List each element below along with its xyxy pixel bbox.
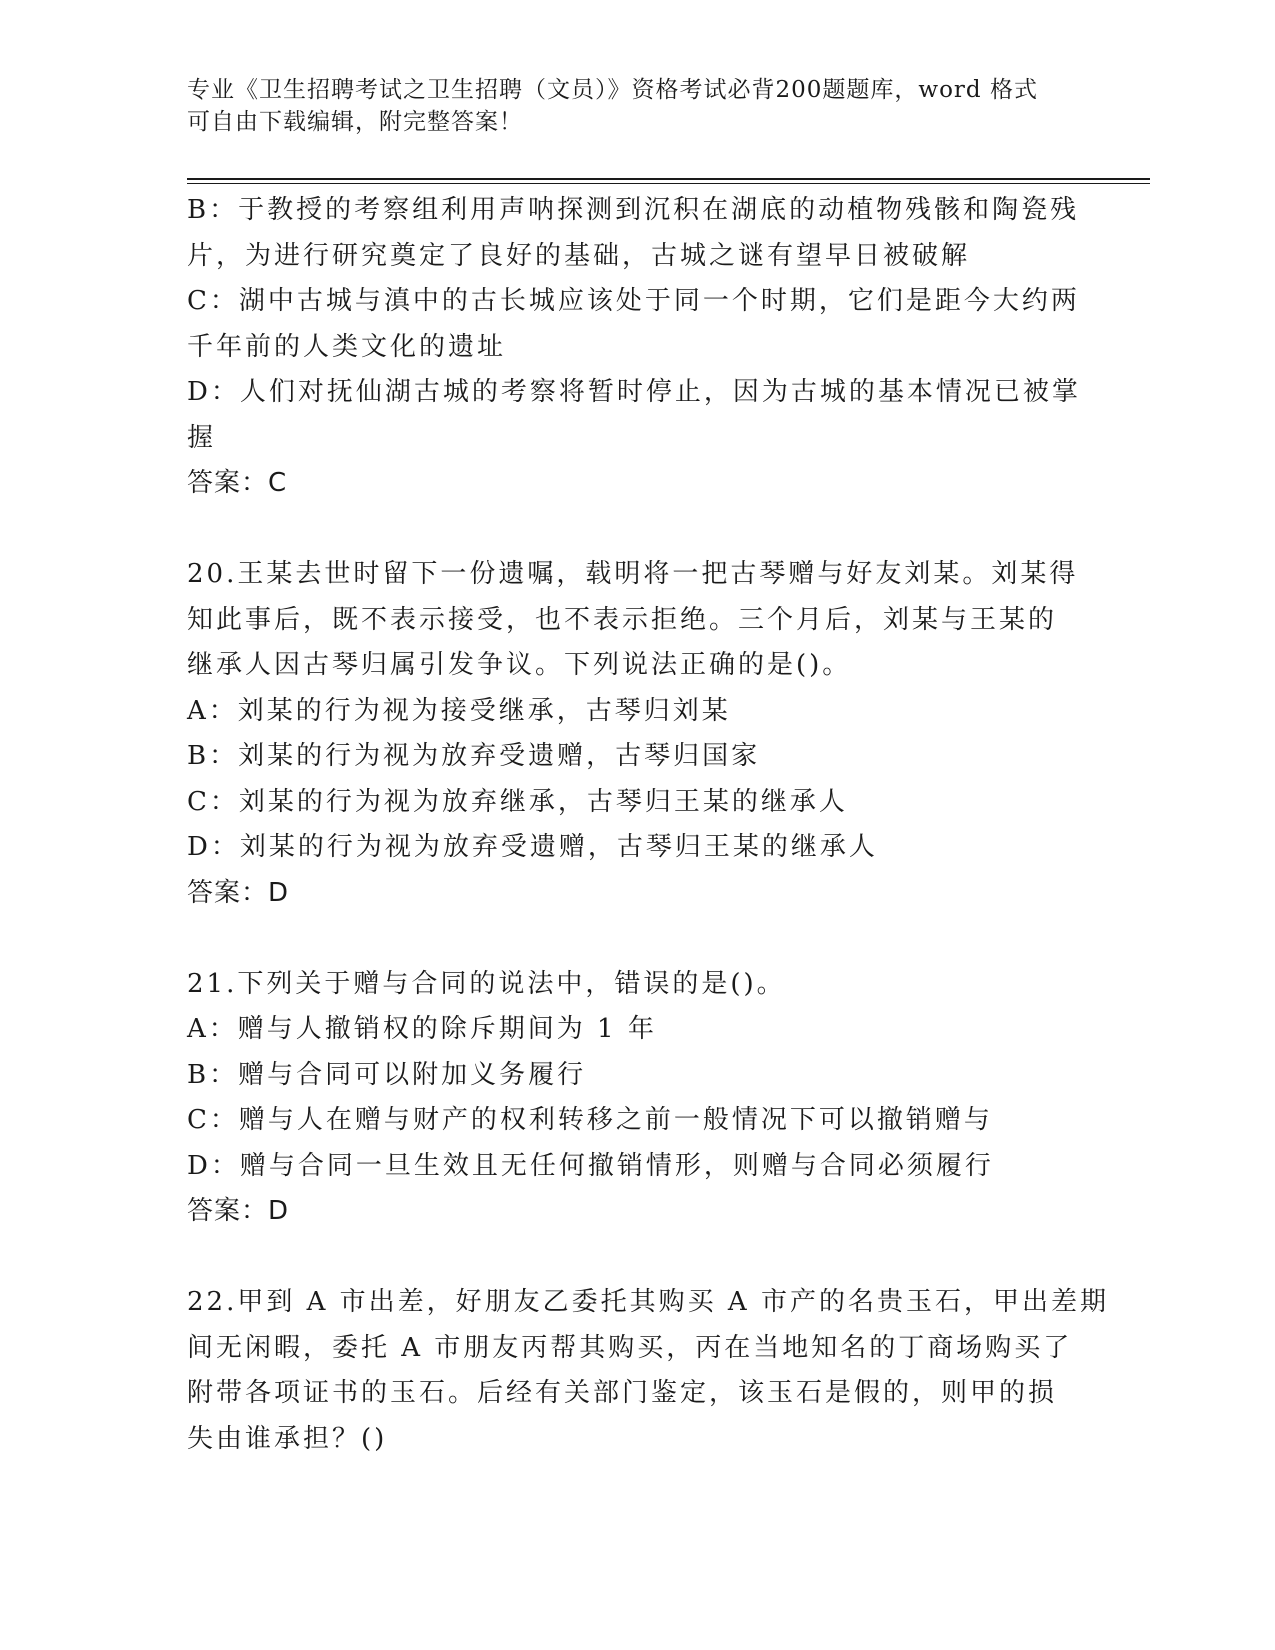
question-19: [187, 188, 1087, 507]
question-20: [187, 552, 1087, 916]
q21-option-b: B：赠与合同可以附加义务履行: [187, 1059, 587, 1090]
header-divider-thin: [187, 183, 1150, 184]
q21-option-a: A：赠与人撤销权的除斥期间为 1 年: [187, 1014, 657, 1044]
question-content: [187, 188, 1109, 1462]
q19-option-d-line-2: 握: [187, 422, 217, 453]
spacer: [187, 507, 1087, 553]
header-divider-thick: [187, 178, 1150, 180]
q19-option-c-line-1: C：湖中古城与滇中的古长城应该处于同一个时期，它们是距今大约两: [187, 286, 1080, 316]
spacer: [187, 1235, 1087, 1281]
q20-stem-line-2: 知此事后，既不表示接受，也不表示拒绝。三个月后，刘某与王某的: [187, 604, 1058, 635]
question-21: [187, 962, 1087, 1235]
question-22: [187, 1280, 1109, 1462]
q22-stem-line-4: 失由谁承担？(): [187, 1423, 388, 1454]
q21-option-d: D：赠与合同一旦生效且无任何撤销情形，则赠与合同必须履行: [187, 1150, 994, 1181]
q20-option-d: D：刘某的行为视为放弃受遗赠，古琴归王某的继承人: [187, 832, 878, 862]
q19-option-b-line-2: 片，为进行研究奠定了良好的基础，古城之谜有望早日被破解: [187, 240, 971, 271]
q20-stem-line-3: 继承人因古琴归属引发争议。下列说法正确的是()。: [187, 650, 852, 680]
q20-option-b: B：刘某的行为视为放弃受遗赠，古琴归国家: [187, 741, 761, 771]
q19-option-d-line-1: D：人们对抚仙湖古城的考察将暂时停止，因为古城的基本情况已被掌: [187, 377, 1081, 407]
q21-option-c: C：赠与人在赠与财产的权利转移之前一般情况下可以撤销赠与: [187, 1105, 993, 1135]
q22-stem-line-1: 22.甲到 A 市出差，好朋友乙委托其购买 A 市产的名贵玉石，甲出差期: [187, 1287, 1109, 1317]
q20-stem-line-1: 20.王某去世时留下一份遗嘱，载明将一把古琴赠与好友刘某。刘某得: [187, 559, 1079, 589]
q19-option-b-line-1: B：于教授的考察组利用声呐探测到沉积在湖底的动植物残骸和陶瓷残: [187, 195, 1080, 225]
q19-answer: 答案：C: [187, 468, 288, 498]
spacer: [187, 916, 1087, 962]
q22-stem-line-2: 间无闲暇，委托 A 市朋友丙帮其购买，丙在当地知名的丁商场购买了: [187, 1332, 1073, 1363]
q19-option-c-line-2: 千年前的人类文化的遗址: [187, 331, 507, 362]
q20-option-c: C：刘某的行为视为放弃继承，古琴归王某的继承人: [187, 786, 848, 817]
q20-answer: 答案：D: [187, 877, 290, 908]
q21-answer: 答案：D: [187, 1196, 290, 1226]
header-line-1: 专业《卫生招聘考试之卫生招聘（文员）》资格考试必背200题题库，word 格式: [187, 77, 1038, 103]
document-header: [187, 74, 1087, 138]
q22-stem-line-3: 附带各项证书的玉石。后经有关部门鉴定，该玉石是假的，则甲的损: [187, 1378, 1058, 1408]
q21-stem-line-1: 21.下列关于赠与合同的说法中，错误的是()。: [187, 968, 786, 999]
q20-option-a: A：刘某的行为视为接受继承，古琴归刘某: [187, 695, 731, 726]
header-line-2: 可自由下载编辑，附完整答案！: [187, 109, 523, 135]
